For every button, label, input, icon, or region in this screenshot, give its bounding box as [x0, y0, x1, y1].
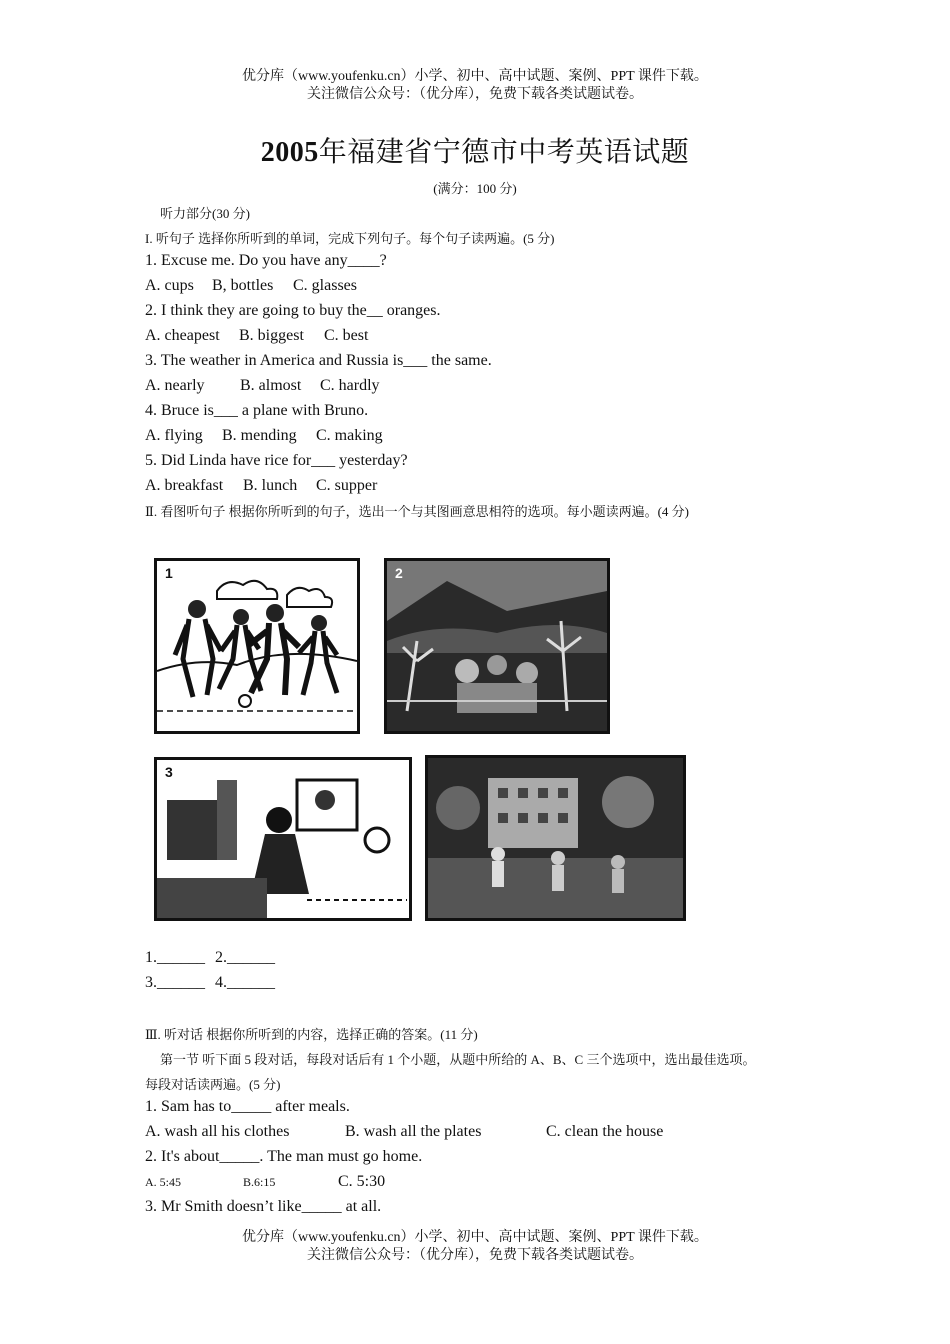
picture-number: 3	[165, 764, 173, 780]
option: B. almost	[240, 377, 302, 394]
question-text: 5. Did Linda have rice for___ yesterday?	[145, 452, 408, 469]
question-text: 2. It's about_____. The man must go home.	[145, 1148, 423, 1165]
title-year: 2005	[260, 137, 319, 168]
park-scene-illustration	[387, 561, 607, 731]
option: A. breakfast	[145, 477, 224, 494]
page-title	[0, 130, 950, 170]
listening-part-label: 听力部分(30 分)	[160, 206, 250, 221]
footer-line-2: 关注微信公众号：（优分库），免费下载各类试题试卷。	[307, 1248, 643, 1263]
option: B, bottles	[212, 277, 274, 294]
option: C. making	[316, 427, 383, 444]
picture-4-town	[425, 755, 686, 921]
header-line-2: 关注微信公众号：（优分库），免费下载各类试题试卷。	[307, 87, 643, 102]
picture-3-girl-at-home	[154, 757, 412, 921]
options-row	[145, 377, 380, 395]
question-text: 1. Excuse me. Do you have any____?	[145, 252, 387, 269]
score-note: (满分：100 分)	[433, 181, 517, 196]
answer-blank[interactable]: 4.______	[215, 974, 275, 991]
answer-blank[interactable]: 2.______	[215, 949, 275, 966]
picture-number: 2	[395, 565, 403, 581]
picture-1-football	[154, 558, 360, 734]
question-text: 2. I think they are going to buy the__ oranges.	[145, 302, 441, 319]
option: A. flying	[145, 427, 203, 444]
option: A. cheapest	[145, 327, 220, 344]
town-scene-illustration	[428, 758, 683, 918]
picture-2-park	[384, 558, 610, 734]
option: B. biggest	[239, 327, 304, 344]
header-line-1: 优分库（www.youfenku.cn）小学、初中、高中试题、案例、PPT 课件下载。	[242, 69, 708, 84]
options-row	[145, 1173, 385, 1191]
girl-at-home-illustration	[157, 760, 409, 918]
option: B. lunch	[243, 477, 298, 494]
section3-part1-instructions: 第一节 听下面 5 段对话，每段对话后有 1 个小题，从题中所给的 A、B、C 三个选项中，选出最佳选项。	[160, 1052, 756, 1067]
section1-heading: I. 听句子 选择你所听到的单词，完成下列句子。每个句子读两遍。(5 分)	[145, 231, 555, 246]
option: B. wash all the plates	[345, 1123, 482, 1140]
question-text: 1. Sam has to_____ after meals.	[145, 1098, 350, 1115]
option: C. clean the house	[546, 1123, 664, 1140]
question-text: 4. Bruce is___ a plane with Bruno.	[145, 402, 369, 419]
section2-heading: Ⅱ. 看图听句子 根据你所听到的句子，选出一个与其图画意思相符的选项。每小题读两遍。(4 分)	[145, 504, 689, 519]
title-text: 年福建省宁德市中考英语试题	[318, 137, 690, 168]
option: C. supper	[316, 477, 378, 494]
option: A. cups	[145, 277, 194, 294]
question-text: 3. The weather in America and Russia is___ the same.	[145, 352, 492, 369]
options-row	[145, 327, 368, 345]
answer-blank[interactable]: 3.______	[145, 974, 205, 991]
options-row	[145, 477, 377, 495]
option: C. glasses	[293, 277, 357, 294]
option: A. 5:45	[145, 1175, 181, 1189]
options-row	[145, 277, 357, 295]
answer-blank[interactable]: 1.______	[145, 949, 205, 966]
answer-blanks-row-2	[145, 974, 275, 992]
option: B.6:15	[243, 1175, 276, 1189]
section3-heading: Ⅲ. 听对话 根据你所听到的内容，选择正确的答案。(11 分)	[145, 1027, 478, 1042]
answer-blanks-row-1	[145, 949, 275, 967]
option: A. nearly	[145, 377, 205, 394]
option: A. wash all his clothes	[145, 1123, 290, 1140]
option: C. 5:30	[338, 1173, 386, 1190]
football-scene-illustration	[157, 561, 357, 731]
section3-part1-instructions-cont: 每段对话读两遍。(5 分)	[145, 1077, 281, 1092]
question-text: 3. Mr Smith doesn’t like_____ at all.	[145, 1198, 382, 1215]
options-row	[145, 1123, 663, 1141]
option: C. best	[324, 327, 369, 344]
options-row	[145, 427, 383, 445]
option: C. hardly	[320, 377, 380, 394]
footer-line-1: 优分库（www.youfenku.cn）小学、初中、高中试题、案例、PPT 课件下载。	[242, 1230, 708, 1245]
option: B. mending	[222, 427, 297, 444]
picture-number: 1	[165, 565, 173, 581]
